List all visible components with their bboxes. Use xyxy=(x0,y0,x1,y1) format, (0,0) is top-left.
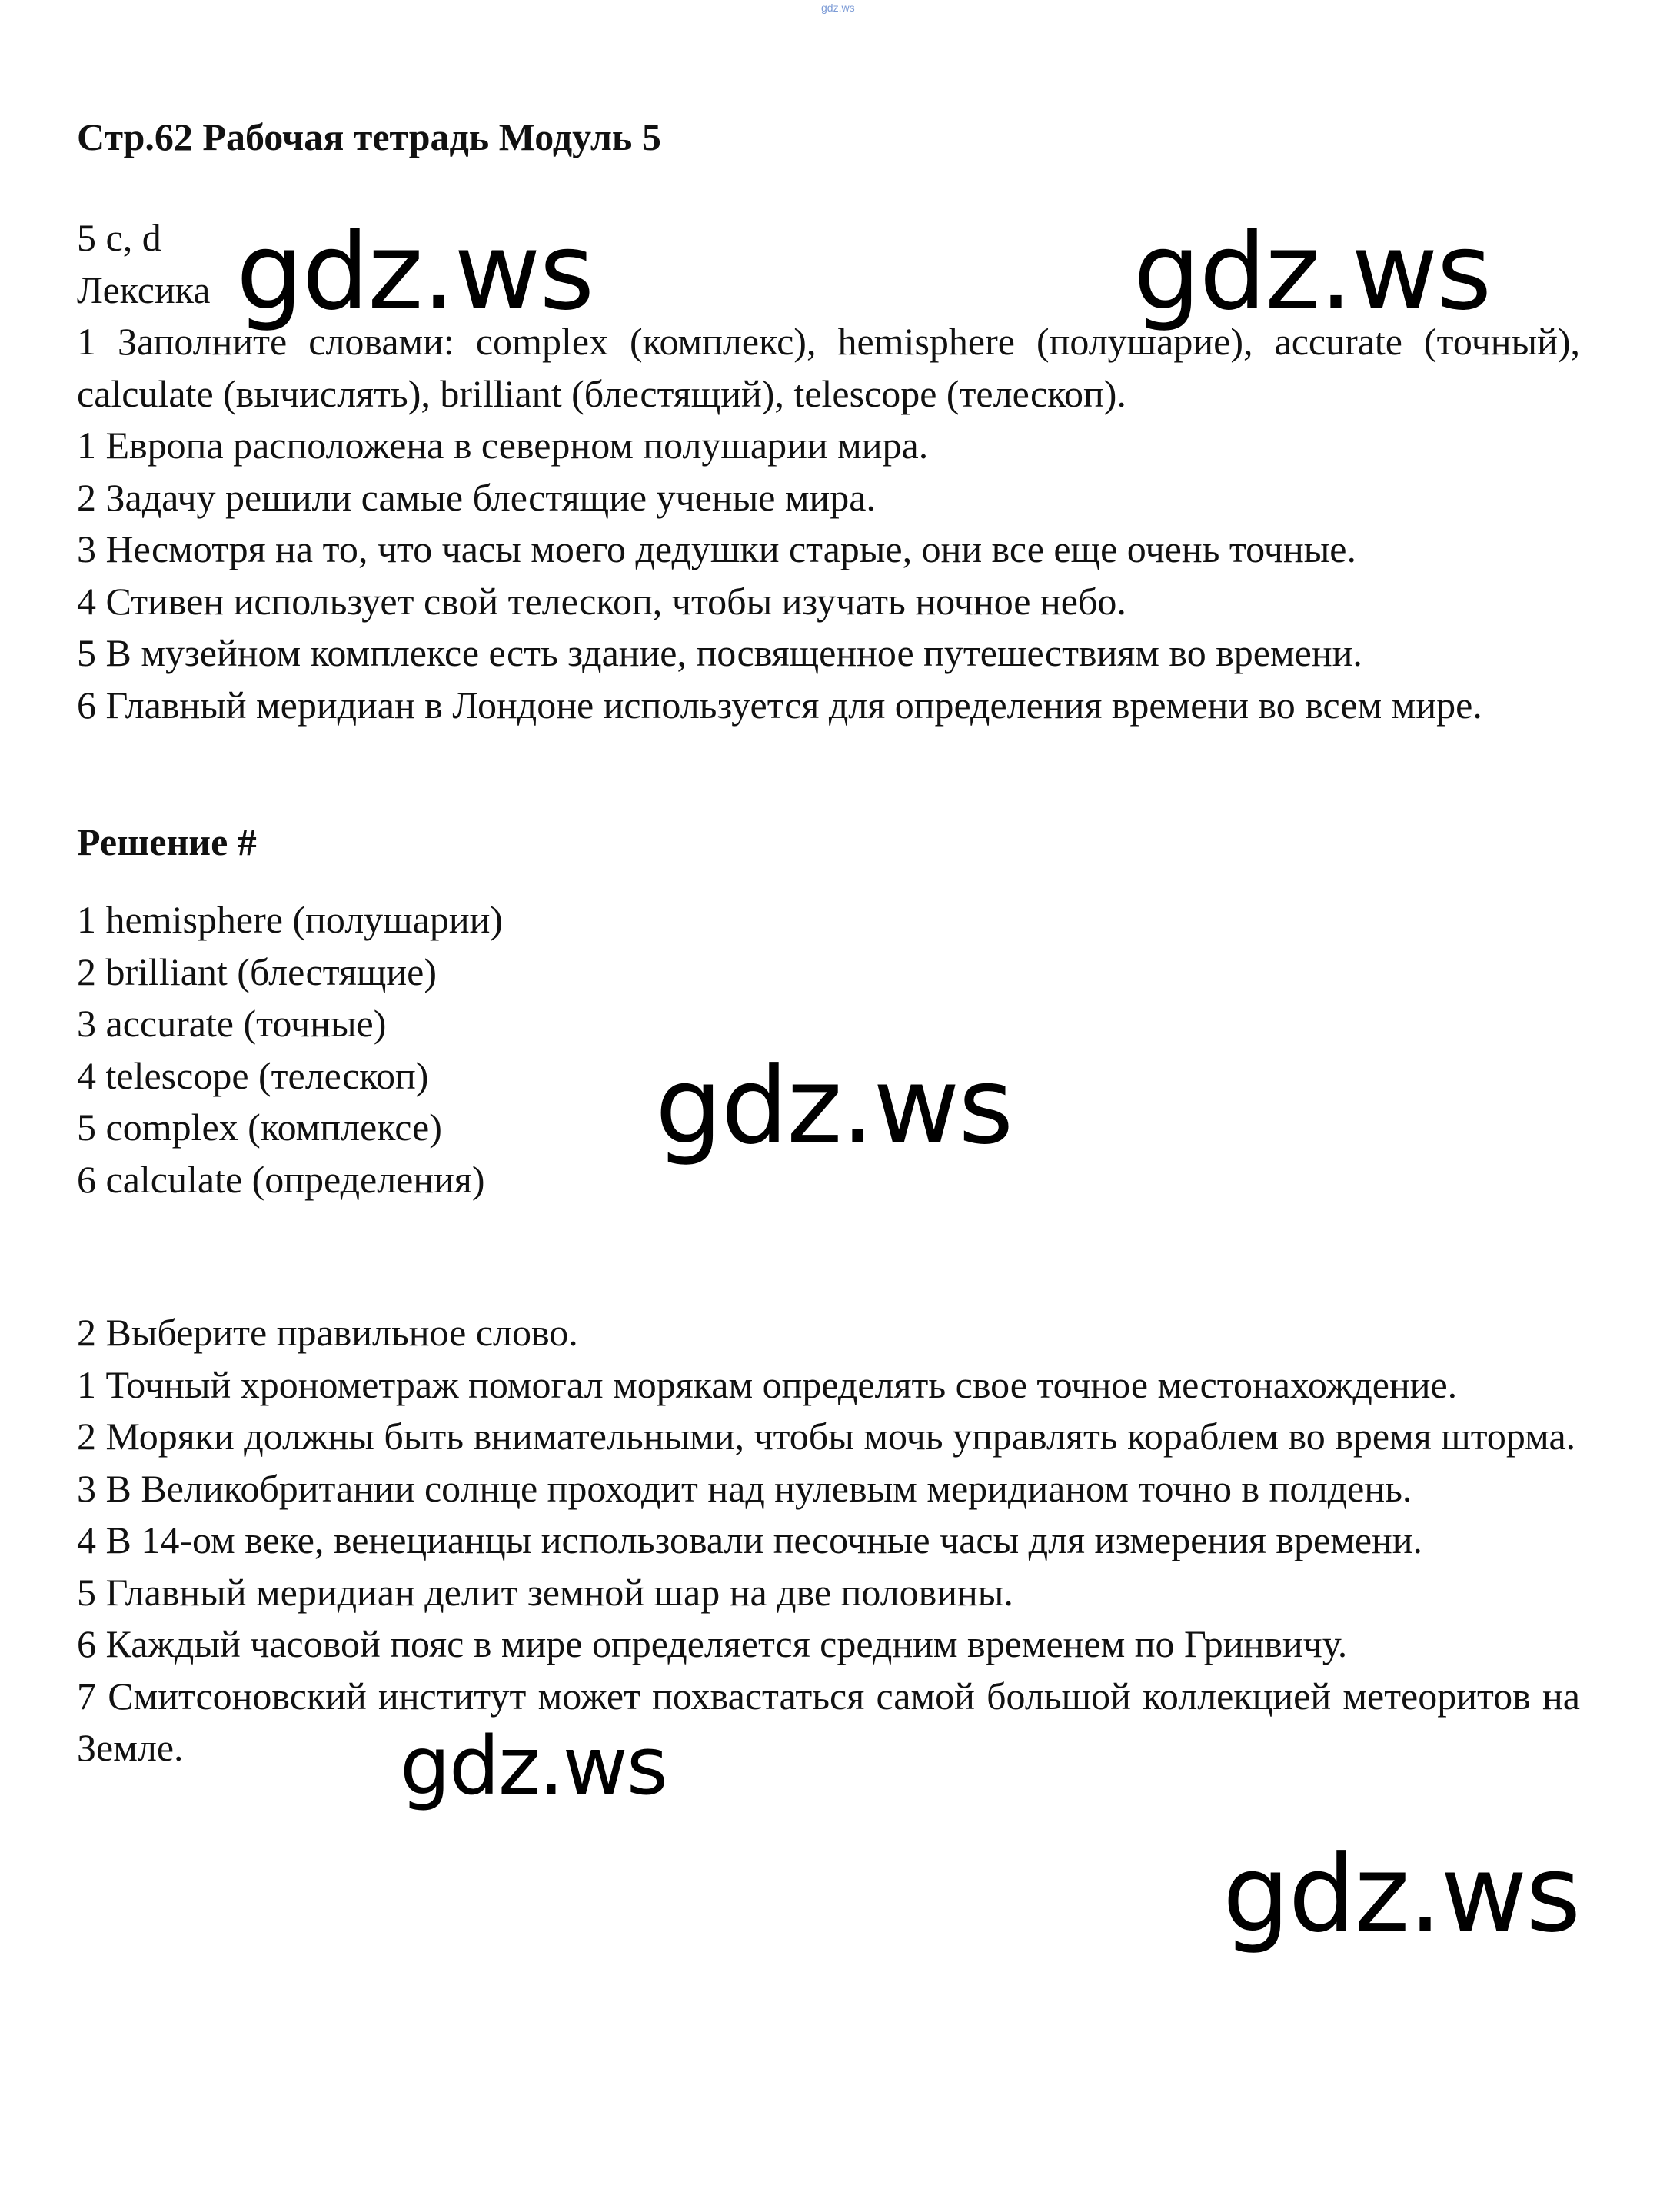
exercise-number: 5 c, d xyxy=(77,216,161,259)
answer-6: 6 calculate (определения) xyxy=(77,1157,485,1201)
top-site-mark[interactable]: gdz.ws xyxy=(821,2,855,14)
task2-instruction: 2 Выберите правильное слово. xyxy=(77,1311,578,1354)
task2-sentence-5: 5 Главный меридиан делит земной шар на две половины. xyxy=(77,1570,1013,1614)
spacer xyxy=(77,1206,1580,1307)
task1-sentence-1: 1 Европа расположена в северном полушарии мира. xyxy=(77,424,929,467)
task2-sentence-3: 3 В Великобритании солнце проходит над нулевым меридианом точно в полдень. xyxy=(77,1466,1412,1510)
task2-sentence-1: 1 Точный хронометраж помогал морякам определять свое точное местонахождение. xyxy=(77,1362,1458,1406)
task2-sentence-4: 4 В 14-ом веке, венецианцы использовали песочные часы для измерения времени. xyxy=(77,1518,1423,1561)
document-content xyxy=(77,108,1580,1774)
task1-sentence-6: 6 Главный меридиан в Лондоне используется для определения времени во всем мире. xyxy=(77,683,1482,727)
answer-3: 3 accurate (точные) xyxy=(77,1002,387,1045)
section-label: Лексика xyxy=(77,268,211,311)
answer-2: 2 brilliant (блестящие) xyxy=(77,950,437,993)
watermark-logo: gdz.ws xyxy=(655,1044,1013,1168)
answer-5: 5 complex (комплексе) xyxy=(77,1106,442,1149)
watermark-logo: gdz.ws xyxy=(236,210,594,334)
answer-4: 4 telescope (телескоп) xyxy=(77,1053,429,1097)
task1-sentence-4: 4 Стивен использует свой телескоп, чтобы изучать ночное небо. xyxy=(77,579,1126,623)
task2-sentence-6: 6 Каждый часовой пояс в мире определяется средним временем по Гринвичу. xyxy=(77,1622,1348,1665)
task1-sentence-5: 5 В музейном комплексе есть здание, посвященное путешествиям во времени. xyxy=(77,631,1362,674)
answer-1: 1 hemisphere (полушарии) xyxy=(77,898,504,941)
watermark-logo: gdz.ws xyxy=(1133,210,1491,334)
watermark-logo: gdz.ws xyxy=(400,1719,667,1813)
task1-sentence-3: 3 Несмотря на то, что часы моего дедушки старые, они все еще очень точные. xyxy=(77,527,1356,570)
solution-heading: Решение # xyxy=(77,820,257,863)
task2-sentence-7: 7 Смитсоновский институт может похвастаться самой большой коллекцией метеоритов на Земле. xyxy=(77,1674,1580,1769)
page-title: Стр.62 Рабочая тетрадь Модуль 5 xyxy=(77,115,661,158)
watermark-logo: gdz.ws xyxy=(1223,1832,1580,1956)
task1-instruction: 1 Заполните словами: complex (комплекс), hemisphere (полушарие), accurate (точный), calculate (вычислять), brilliant (блестящий), telescope (телескоп). xyxy=(77,320,1580,415)
task2-sentence-2: 2 Моряки должны быть внимательными, чтобы мочь управлять кораблем во время шторма. xyxy=(77,1415,1576,1458)
task1-sentence-2: 2 Задачу решили самые блестящие ученые мира. xyxy=(77,475,876,519)
